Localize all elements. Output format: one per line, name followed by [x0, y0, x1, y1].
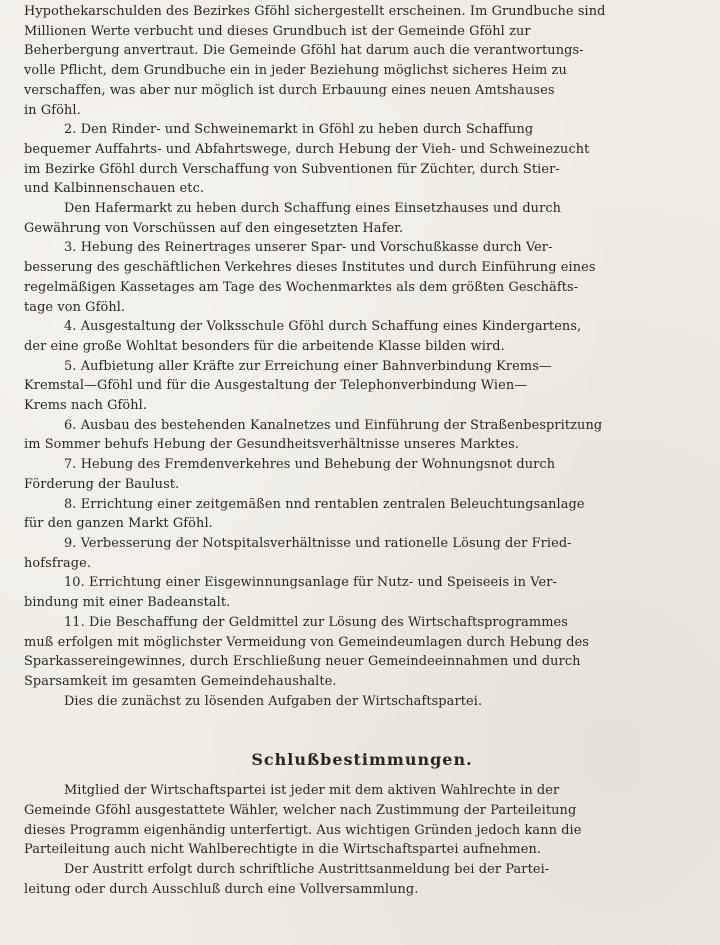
text-line: 4. Ausgestaltung der Volksschule Gföhl durch Schaffung eines Kindergartens, [64, 319, 582, 335]
text-line: der eine große Wohltat besonders für die arbeitende Klasse bilden wird. [24, 338, 505, 354]
text-line: muß erfolgen mit möglichster Vermeidung von Gemeindeumlagen durch Hebung des [24, 634, 590, 650]
text-line: Parteileitung auch nicht Wahlberechtigte in die Wirtschaftspartei aufnehmen. [24, 842, 542, 858]
text-line: in Gföhl. [24, 102, 81, 118]
text-line: leitung oder durch Ausschluß durch eine Vollversammlung. [24, 881, 419, 897]
text-line: Beherbergung anvertraut. Die Gemeinde Gföhl hat darum auch die verantwortungs- [24, 43, 584, 59]
text-line: 9. Verbesserung der Notspitalsverhältnisse und rationelle Lösung der Fried- [64, 535, 572, 551]
intro-paragraph [24, 2, 700, 120]
text-line: verschaffen, was aber nur möglich ist durch Erbauung eines neuen Amtshauses [24, 82, 555, 98]
text-line: für den ganzen Markt Gföhl. [24, 516, 213, 532]
program-item [24, 199, 700, 238]
section-title: Schlußbestimmungen. [251, 750, 473, 770]
text-line: 8. Errichtung einer zeitgemäßen nnd rentablen zentralen Beleuchtungsanlage [64, 496, 585, 512]
text-line: bequemer Auffahrts- und Abfahrtswege, durch Hebung der Vieh- und Schweinezucht [24, 141, 590, 157]
text-line: volle Pflicht, dem Grundbuche ein in jeder Beziehung möglichst sicheres Heim zu [24, 63, 567, 79]
text-line: 10. Errichtung einer Eisgewinnungsanlage für Nutz- und Speiseeis in Ver- [64, 575, 557, 591]
text-line: im Bezirke Gföhl durch Verschaffung von Subventionen für Züchter, durch Stier- [24, 161, 560, 177]
text-line: im Sommer behufs Hebung der Gesundheitsverhältnisse unseres Marktes. [24, 437, 520, 453]
text-line: 7. Hebung des Fremdenverkehres und Behebung der Wohnungsnot durch [64, 457, 556, 473]
text-line: Mitglied der Wirtschaftspartei ist jeder mit dem aktiven Wahlrechte in der [64, 783, 560, 799]
text-line: Dies die zunächst zu lösenden Aufgaben der Wirtschaftspartei. [64, 693, 483, 709]
program-items [24, 120, 700, 711]
text-line: besserung des geschäftlichen Verkehres dieses Institutes und durch Einführung eines [24, 260, 596, 276]
text-line: Sparkassereingewinnes, durch Erschließung neuer Gemeindeeinnahmen und durch [24, 654, 581, 670]
program-item [24, 455, 700, 494]
program-item [24, 495, 700, 534]
text-line: hofsfrage. [24, 555, 92, 571]
text-line: Der Austritt erfolgt durch schriftliche Austrittsanmeldung bei der Partei- [64, 862, 550, 878]
program-item [24, 357, 700, 416]
closing-section [24, 781, 700, 899]
program-item [24, 573, 700, 612]
text-line: 6. Ausbau des bestehenden Kanalnetzes und Einführung der Straßenbespritzung [64, 417, 603, 433]
intro-text [24, 2, 700, 120]
program-item [24, 692, 700, 712]
text-line: bindung mit einer Badeanstalt. [24, 595, 231, 611]
program-item [24, 238, 700, 317]
text-line: Förderung der Baulust. [24, 476, 180, 492]
text-line: 5. Aufbietung aller Kräfte zur Erreichung einer Bahnverbindung Krems— [64, 358, 552, 374]
program-item [24, 120, 700, 199]
text-line: dieses Programm eigenhändig unterfertigt. Aus wichtigen Gründen jedoch kann die [24, 822, 582, 838]
text-line: Millionen Werte verbucht und dieses Grundbuch ist der Gemeinde Gföhl zur [24, 23, 531, 39]
text-line: und Kalbinnenschauen etc. [24, 181, 205, 197]
closing-paragraph [24, 860, 700, 899]
program-item [24, 534, 700, 573]
text-line: Krems nach Gföhl. [24, 398, 148, 414]
text-line: Gemeinde Gföhl ausgestattete Wähler, welcher nach Zustimmung der Parteileitung [24, 803, 577, 819]
text-line: Hypothekarschulden des Bezirkes Gföhl sichergestellt erscheinen. Im Grundbuche sind [24, 4, 606, 19]
text-line: Den Hafermarkt zu heben durch Schaffung eines Einsetzhauses und durch [64, 201, 562, 217]
text-line: 3. Hebung des Reinertrages unserer Spar- und Vorschußkasse durch Ver- [64, 240, 553, 256]
text-line: Sparsamkeit im gesamten Gemeindehaushalte. [24, 673, 337, 689]
text-line: Kremstal—Gföhl und für die Ausgestaltung der Telephonverbindung Wien— [24, 378, 528, 394]
program-item [24, 613, 700, 692]
text-line: 2. Den Rinder- und Schweinemarkt in Gföhl zu heben durch Schaffung [64, 122, 534, 138]
text-line: 11. Die Beschaffung der Geldmittel zur Lösung des Wirtschaftsprogrammes [64, 614, 568, 630]
text-line: Gewährung von Vorschüssen auf den eingesetzten Hafer. [24, 220, 404, 236]
closing-paragraph [24, 781, 700, 860]
program-item [24, 416, 700, 455]
text-line: tage von Gföhl. [24, 299, 126, 315]
program-item [24, 317, 700, 356]
text-line: regelmäßigen Kassetages am Tage des Wochenmarktes als dem größten Geschäfts- [24, 279, 579, 295]
